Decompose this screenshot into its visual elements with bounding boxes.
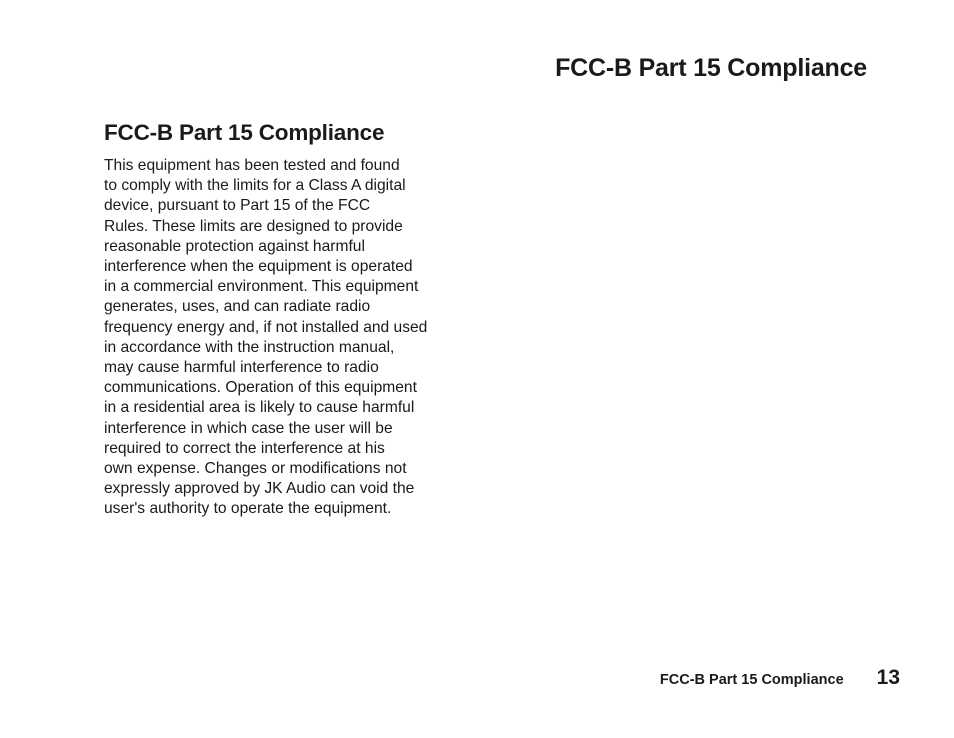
body-line: communications. Operation of this equipment [104,379,417,397]
body-line: This equipment has been tested and found [104,157,400,174]
body-line: required to correct the interference at his [104,439,385,457]
body-line: Rules. These limits are designed to provide [104,217,403,235]
body-line: interference when the equipment is operated [104,258,413,276]
body-line: to comply with the limits for a Class A digital [104,177,406,195]
page-number: 13 [876,666,900,689]
body-line: may cause harmful interference to radio [104,359,379,377]
section-heading: FCC-B Part 15 Compliance [104,120,385,145]
body-line: user's authority to operate the equipment. [104,500,392,518]
body-line: expressly approved by JK Audio can void the [104,480,415,498]
body-line: interference in which case the user will be [104,419,393,437]
body-line: reasonable protection against harmful [104,237,365,255]
body-line: in accordance with the instruction manual, [104,338,395,356]
page-header-title: FCC-B Part 15 Compliance [555,54,867,82]
body-line: in a residential area is likely to cause harmful [104,399,415,417]
body-line: in a commercial environment. This equipment [104,278,419,296]
body-paragraph [104,156,464,520]
body-line: frequency energy and, if not installed and used [104,318,428,336]
compliance-section [104,120,464,520]
body-line: generates, uses, and can radiate radio [104,298,371,316]
footer-title: FCC-B Part 15 Compliance [659,672,844,688]
body-line: device, pursuant to Part 15 of the FCC [104,197,371,215]
page-footer [660,666,900,690]
body-line: own expense. Changes or modifications not [104,460,407,478]
